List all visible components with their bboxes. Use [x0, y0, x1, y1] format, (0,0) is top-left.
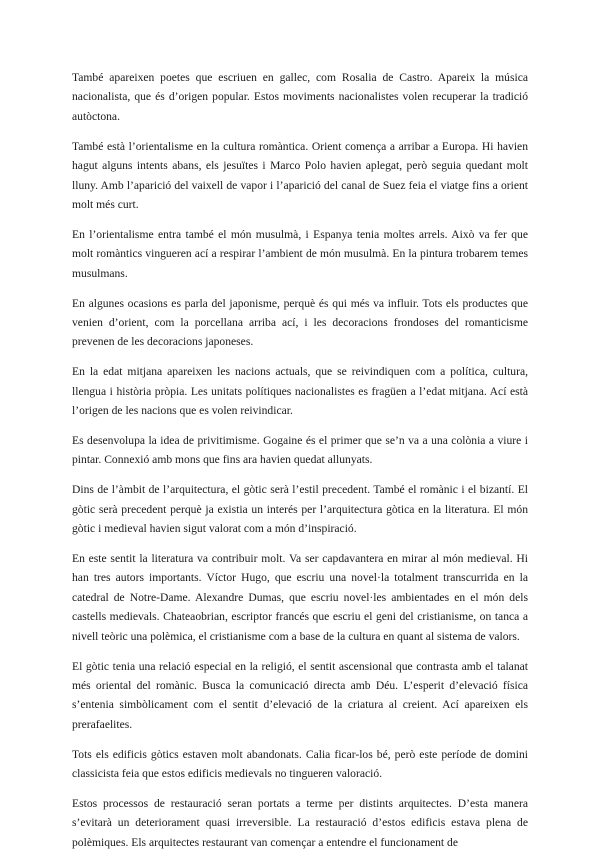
paragraph-literatura: En este sentit la literatura va contribuir molt. Va ser capdavantera en mirar al món medieval. Hi han tres autors importants. Víctor Hugo, que escriu una novel·la totalment transcurrida en la catedral de Notre-Dame. Alexandre Dumas, que escriu novel·les ambientades en el món dels castells medievals. Chateaobrian, escriptor francés que escriu el geni del cristianisme, on tanca a nivell teòric una polèmica, el cristianisme com a base de la cultura en quant al sistema de valors.	[72, 552, 528, 643]
paragraph-arquitectura: Dins de l’àmbit de l’arquitectura, el gòtic serà l’estil precedent. També el romànic i el bizantí. El gòtic serà precedent perquè ja existia un interés per l’arquitectura gòtica en la literatura. El món gòtic i medieval havien sigut valorat com a món d’inspiració.	[72, 483, 528, 536]
document-page	[72, 68, 528, 852]
paragraph-primitivisme: Es desenvolupa la idea de privitimisme. Gogaine és el primer que se’n va a una colònia a viure i pintar. Connexió amb mons que fins ara havien quedat allunyats.	[72, 434, 528, 467]
paragraph-restauracio: Estos processos de restauració seran portats a terme per distints arquitectes. D’esta manera s’evitarà un deteriorament quasi irreversible. La restauració d’estos edificis estava plena de polèmiques. Els arquitectes restaurant van començar a entendre el funcionament de	[72, 797, 528, 849]
paragraph-nacions: En la edat mitjana apareixen les nacions actuals, que se reivindiquen com a política, cultura, llengua i història pròpia. Les unitats polítiques nacionalistes es fragüen a l’edat mitjana. Ací està l’origen de les nacions que es volen reivindicar.	[72, 365, 528, 418]
paragraph-japonisme: En algunes ocasions es parla del japonisme, perquè és qui més va influir. Tots els productes que venien d’orient, com la porcellana arriba ací, i les decoracions frondoses del romanticisme prevenen de les decoracions japoneses.	[72, 296, 528, 349]
paragraph-orientalisme: També està l’orientalisme en la cultura romàntica. Orient comença a arribar a Europa. Hi havien hagut alguns intents abans, els jesuïtes i Marco Polo havien aplegat, però seguia quedant molt lluny. Amb l’aparició del vaixell de vapor i l’aparició del canal de Suez feia el viatge fins a orient molt més curt.	[72, 139, 528, 211]
paragraph-rosalia: També apareixen poetes que escriuen en gallec, com Rosalia de Castro. Apareix la música nacionalista, que és d’origen popular. Estos moviments nacionalistes volen recuperar la tradició autòctona.	[72, 71, 528, 123]
paragraph-edificis-abandonats: Tots els edificis gòtics estaven molt abandonats. Calia ficar-los bé, però este període de domini classicista feia que estos edificis medievals no tingueren valoració.	[72, 747, 528, 781]
paragraph-mon-musulma: En l’orientalisme entra també el món musulmà, i Espanya tenia moltes arrels. Això va fer que molt romàntics vingueren ací a respirar l’ambient de món musulmà. En la pintura trobarem temes musulmans.	[72, 227, 528, 280]
paragraph-gotic-religio: El gòtic tenia una relació especial en la religió, el sentit ascensional que contrasta amb el talanat més oriental del romànic. Busca la comunicació directa amb Déu. L’esperit d’elevació física s’entenia simbòlicament com el sentit d’elevació de la criatura al creient. Ací apareixen els prerafaelites.	[72, 659, 528, 731]
